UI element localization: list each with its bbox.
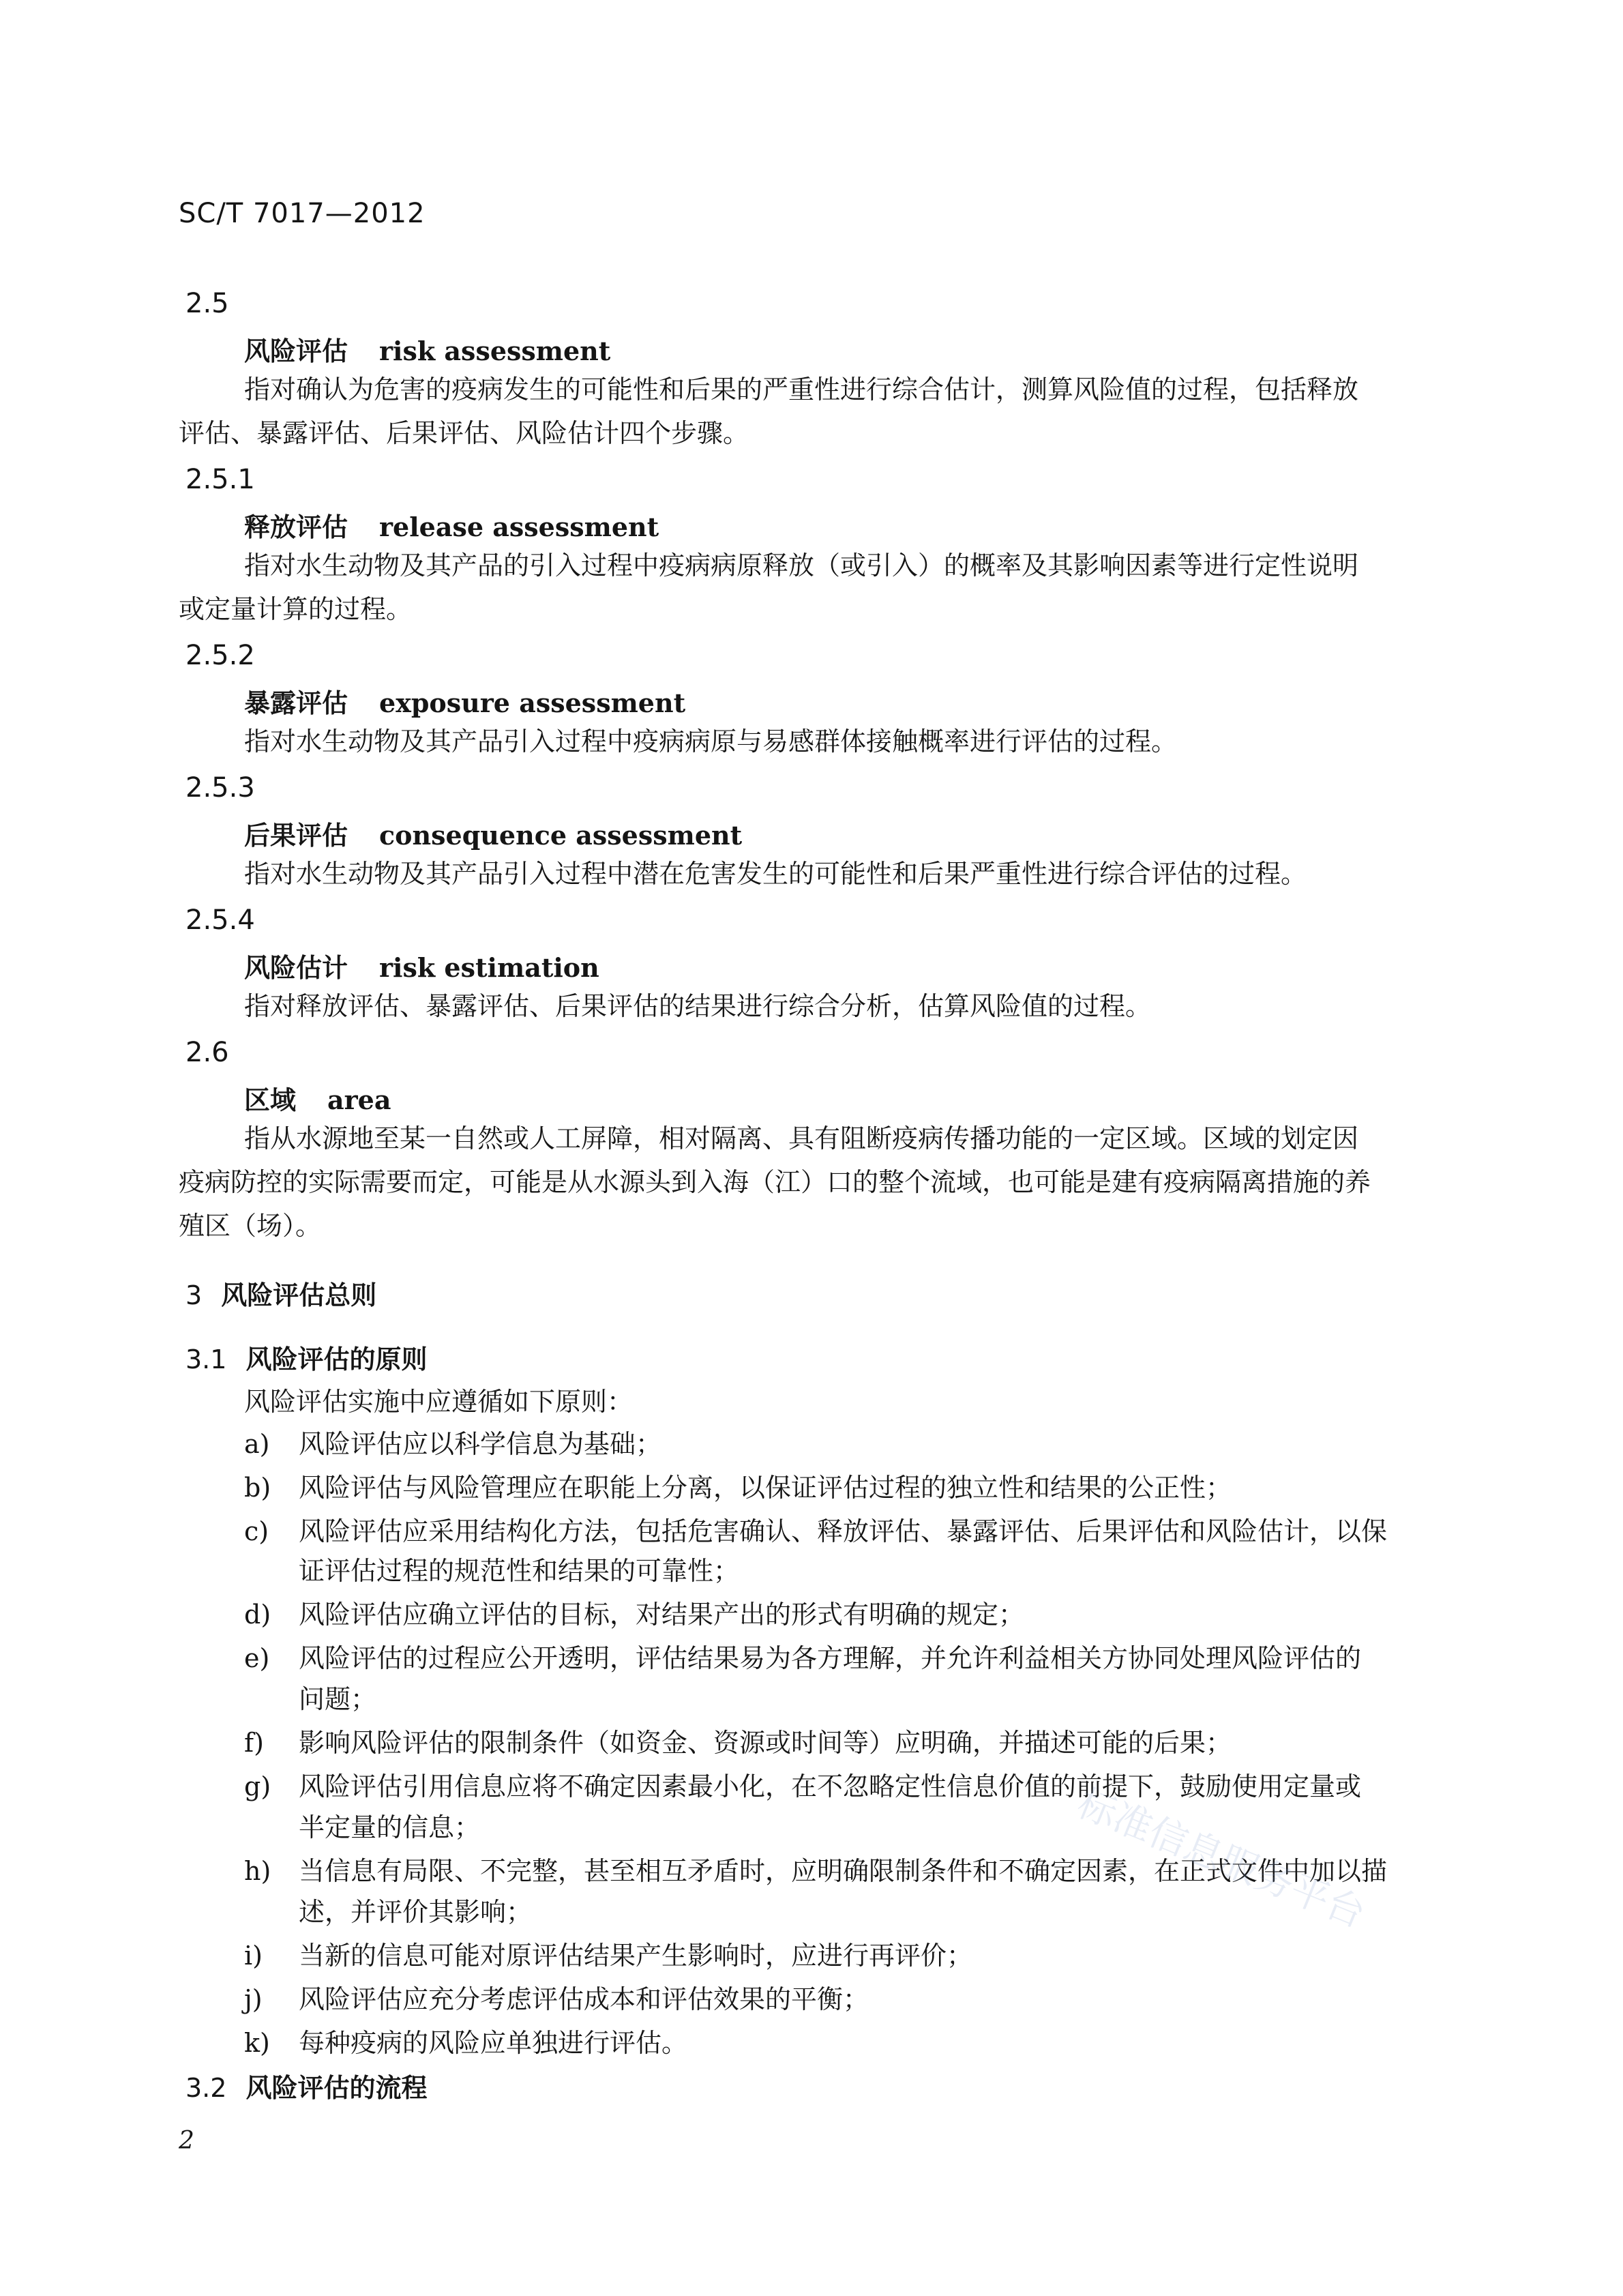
term-zh: 后果评估	[244, 820, 348, 851]
section-heading: 3.1 风险评估的原则	[185, 1344, 428, 1374]
list-item: b) 风险评估与风险管理应在职能上分离，以保证评估过程的独立性和结果的公正性；	[244, 1473, 1232, 1503]
clause-number: 2.5.1	[185, 464, 255, 495]
list-item: g) 风险评估引用信息应将不确定因素最小化，在不忽略定性信息价值的前提下，鼓励使用定量或	[244, 1771, 1362, 1801]
section-intro: 风险评估实施中应遵循如下原则：	[244, 1387, 634, 1417]
definition-line: 指对水生动物及其产品的引入过程中疫病病原释放（或引入）的概率及其影响因素等进行定性说明	[244, 550, 1359, 580]
list-item: j) 风险评估应充分考虑评估成本和评估效果的平衡；	[244, 1984, 869, 2014]
term-heading	[244, 330, 610, 368]
term-heading	[244, 506, 659, 544]
list-item: d) 风险评估应确立评估的目标，对结果产出的形式有明确的规定；	[244, 1600, 1025, 1630]
definition-line: 指对水生动物及其产品引入过程中疫病病原与易感群体接触概率进行评估的过程。	[244, 726, 1178, 756]
clause-number: 2.5.4	[185, 904, 255, 936]
list-item-continuation: 述，并评价其影响；	[299, 1897, 533, 1927]
standard-code: SC/T 7017—2012	[179, 198, 426, 229]
definition-line: 指从水源地至某一自然或人工屏障，相对隔离、具有阻断疫病传播功能的一定区域。区域的划定因	[244, 1123, 1359, 1153]
list-item-continuation: 证评估过程的规范性和结果的可靠性；	[299, 1556, 740, 1586]
watermark: 标准信息服务平台	[1071, 1781, 1371, 1937]
term-en: risk estimation	[379, 952, 599, 983]
term-en: release assessment	[379, 512, 659, 542]
definition-line: 评估、暴露评估、后果评估、风险估计四个步骤。	[179, 418, 749, 448]
term-heading	[244, 682, 685, 720]
term-zh: 释放评估	[244, 512, 348, 542]
definition-line: 殖区（场）。	[179, 1211, 322, 1241]
term-en: area	[327, 1085, 391, 1115]
definition-line: 指对释放评估、暴露评估、后果评估的结果进行综合分析，估算风险值的过程。	[244, 991, 1152, 1021]
list-item: c) 风险评估应采用结构化方法，包括危害确认、释放评估、暴露评估、后果评估和风险估计，以保	[244, 1516, 1388, 1546]
chapter-heading: 3 风险评估总则	[185, 1280, 377, 1310]
term-zh: 风险估计	[244, 952, 348, 983]
clause-number: 2.5.2	[185, 640, 255, 671]
term-zh: 区域	[244, 1085, 297, 1115]
section-heading: 3.2 风险评估的流程	[185, 2072, 428, 2103]
list-item: k) 每种疫病的风险应单独进行评估。	[244, 2028, 688, 2058]
term-zh: 风险评估	[244, 336, 348, 366]
list-item-continuation: 问题；	[299, 1684, 377, 1714]
definition-line: 指对确认为危害的疫病发生的可能性和后果的严重性进行综合估计，测算风险值的过程，包括释放	[244, 374, 1359, 404]
list-item-continuation: 半定量的信息；	[299, 1812, 481, 1842]
term-en: consequence assessment	[379, 820, 743, 851]
clause-number: 2.5	[185, 288, 229, 319]
term-en: exposure assessment	[379, 688, 686, 718]
list-item: i) 当新的信息可能对原评估结果产生影响时，应进行再评价；	[244, 1941, 973, 1971]
term-heading	[244, 1079, 391, 1117]
term-en: risk assessment	[379, 336, 611, 366]
page-number: 2	[179, 2127, 194, 2155]
term-zh: 暴露评估	[244, 688, 348, 718]
definition-line: 指对水生动物及其产品引入过程中潜在危害发生的可能性和后果严重性进行综合评估的过程。	[244, 859, 1307, 889]
term-heading	[244, 947, 599, 984]
definition-line: 或定量计算的过程。	[179, 594, 413, 624]
list-item: a) 风险评估应以科学信息为基础；	[244, 1429, 662, 1459]
list-item: f) 影响风险评估的限制条件（如资金、资源或时间等）应明确，并描述可能的后果；	[244, 1728, 1232, 1758]
clause-number: 2.6	[185, 1037, 229, 1068]
clause-number: 2.5.3	[185, 772, 255, 804]
definition-line: 疫病防控的实际需要而定，可能是从水源头到入海（江）口的整个流域，也可能是建有疫病隔离措施的养	[179, 1167, 1371, 1197]
list-item: e) 风险评估的过程应公开透明，评估结果易为各方理解，并允许利益相关方协同处理风险评估的	[244, 1643, 1362, 1673]
term-heading	[244, 814, 742, 852]
list-item: h) 当信息有局限、不完整，甚至相互矛盾时，应明确限制条件和不确定因素，在正式文件中加以描	[244, 1856, 1388, 1886]
